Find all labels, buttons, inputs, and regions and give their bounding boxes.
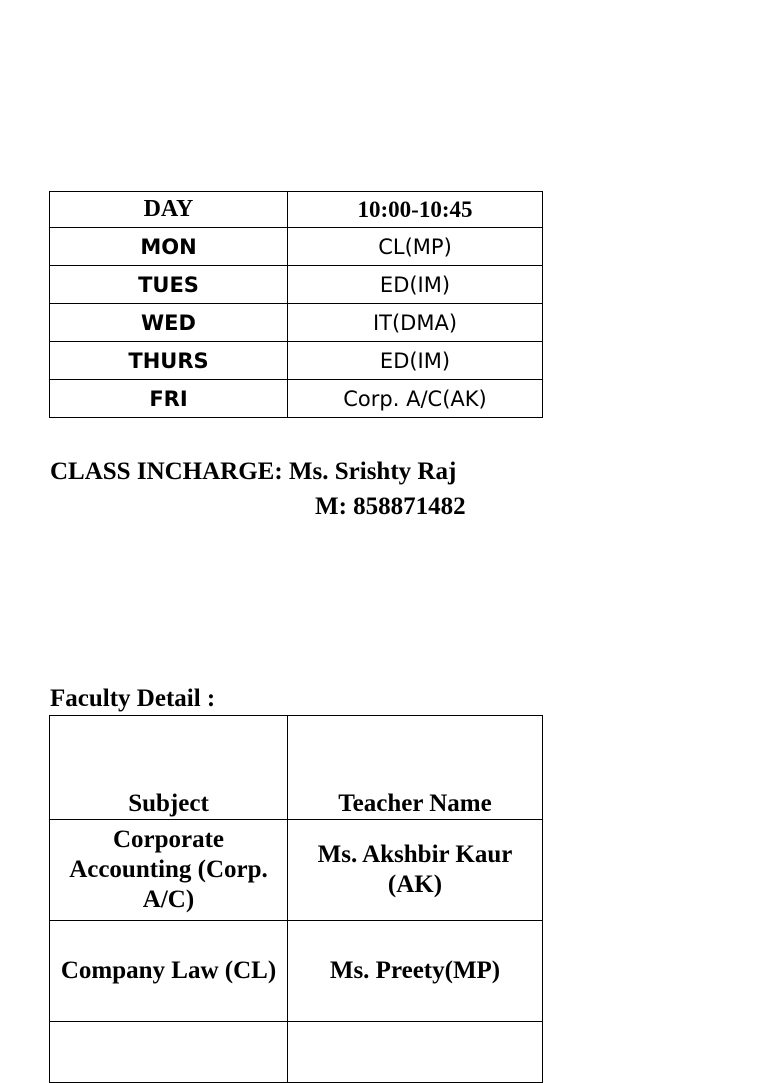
teacher-cell: Ms. Preety(MP) [288, 921, 543, 1022]
teacher-column-header: Teacher Name [288, 716, 543, 820]
class-cell: IT(DMA) [288, 304, 543, 342]
day-cell: MON [50, 228, 288, 266]
day-cell: TUES [50, 266, 288, 304]
subject-cell [50, 1022, 288, 1083]
subject-cell: Company Law (CL) [50, 921, 288, 1022]
faculty-header-row [50, 716, 543, 820]
table-row [50, 1022, 543, 1083]
faculty-detail-heading: Faculty Detail : [50, 685, 216, 712]
table-row [50, 228, 543, 266]
table-row [50, 266, 543, 304]
table-row [50, 380, 543, 418]
subject-column-header: Subject [50, 716, 288, 820]
table-row [50, 921, 543, 1022]
teacher-cell [288, 1022, 543, 1083]
teacher-cell: Ms. Akshbir Kaur (AK) [288, 820, 543, 921]
timetable-header-row [50, 192, 543, 228]
class-cell: CL(MP) [288, 228, 543, 266]
class-incharge-name: CLASS INCHARGE: Ms. Srishty Raj [50, 458, 457, 485]
class-cell: Corp. A/C(AK) [288, 380, 543, 418]
day-cell: FRI [50, 380, 288, 418]
subject-cell: Corporate Accounting (Corp. A/C) [50, 820, 288, 921]
day-cell: WED [50, 304, 288, 342]
class-incharge-phone: M: 858871482 [315, 493, 466, 520]
day-column-header: DAY [50, 192, 288, 228]
table-row [50, 342, 543, 380]
day-cell: THURS [50, 342, 288, 380]
time-slot-header: 10:00-10:45 [288, 192, 543, 228]
table-row [50, 820, 543, 921]
class-cell: ED(IM) [288, 266, 543, 304]
faculty-table [49, 715, 543, 1083]
table-row [50, 304, 543, 342]
timetable [49, 191, 543, 418]
class-cell: ED(IM) [288, 342, 543, 380]
